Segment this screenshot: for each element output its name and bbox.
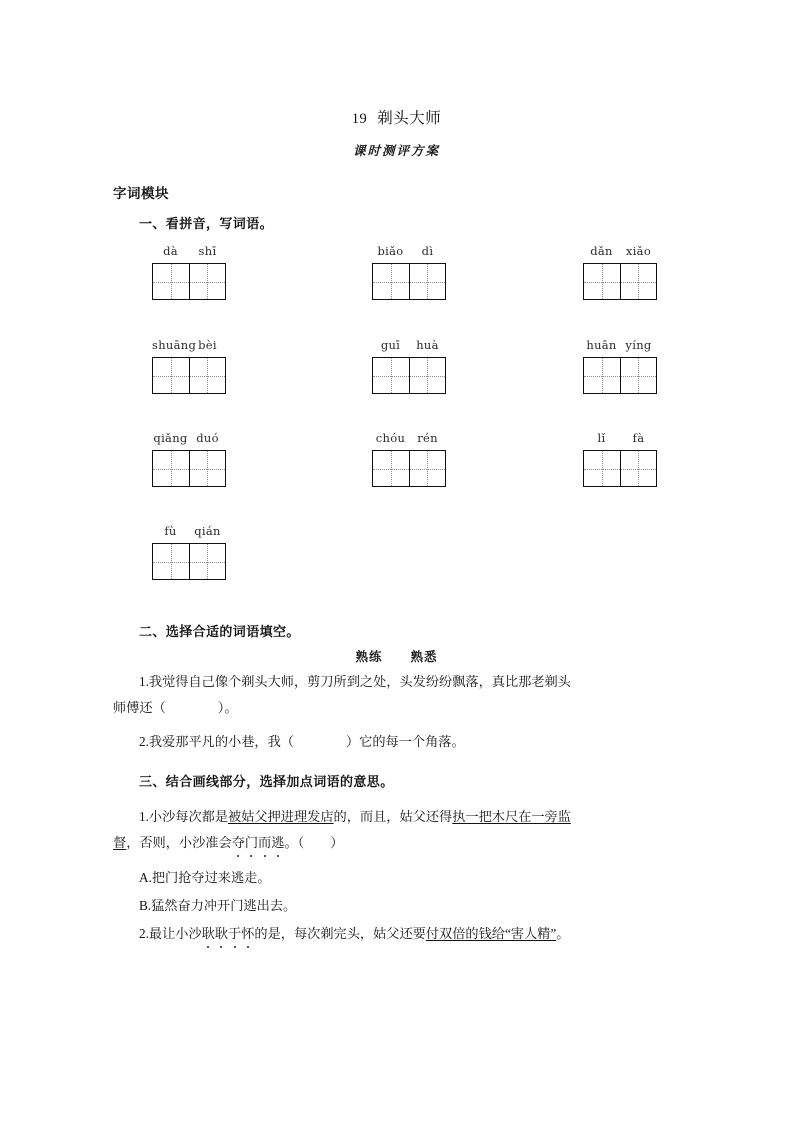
pinyin-label	[152, 523, 226, 538]
section-three-q2	[139, 925, 569, 942]
tianzige-cell[interactable]	[409, 451, 445, 486]
pinyin-grid-item	[152, 430, 226, 487]
q1-underline-one: 被姑父押进理发店	[228, 809, 334, 824]
tianzige-boxes[interactable]	[152, 450, 226, 487]
tianzige-cell[interactable]	[584, 264, 620, 299]
tianzige-boxes[interactable]	[583, 263, 657, 300]
tianzige-cell[interactable]	[189, 358, 225, 393]
page-subtitle: 课时测评方案	[352, 143, 440, 158]
word-bank	[0, 647, 793, 665]
pinyin-grid-item	[372, 243, 446, 300]
tianzige-cell[interactable]	[153, 358, 189, 393]
pinyin-syllable: chóu	[375, 431, 406, 445]
tianzige-cell[interactable]	[584, 358, 620, 393]
section-three-heading: 三、结合画线部分，选择加点词语的意思。	[139, 775, 394, 790]
pinyin-label	[152, 337, 226, 352]
pinyin-syllable: duó	[196, 431, 219, 445]
tianzige-cell[interactable]	[620, 264, 656, 299]
pinyin-grid-item	[152, 523, 226, 580]
pinyin-syllable: shuāng	[152, 338, 197, 352]
section-three-option-a[interactable]: A.把门抢夺过来逃走。	[139, 870, 271, 885]
pinyin-grid-item	[152, 337, 226, 394]
pinyin-label	[152, 243, 226, 258]
pinyin-syllable: lǐ	[597, 431, 606, 445]
tianzige-cell[interactable]	[153, 264, 189, 299]
pinyin-grid-item	[372, 337, 446, 394]
pinyin-syllable: dǎn	[590, 244, 613, 258]
pinyin-syllable: dì	[421, 244, 434, 258]
pinyin-grid-item	[152, 243, 226, 300]
tianzige-boxes[interactable]	[372, 263, 446, 300]
word-bank-option[interactable]: 熟悉	[410, 649, 438, 664]
tianzige-cell[interactable]	[189, 264, 225, 299]
tianzige-cell[interactable]	[153, 544, 189, 579]
q2-emphasis-text: 耿耿于怀	[201, 926, 255, 941]
lesson-number: 19	[351, 111, 368, 127]
q1-emphasis-phrase	[232, 835, 285, 850]
pinyin-syllable: dà	[163, 244, 178, 258]
pinyin-syllable: fù	[164, 524, 177, 538]
section-one-heading: 一、看拼音，写词语。	[139, 217, 274, 232]
q2-underline: 付双倍的钱给“害人精”	[425, 926, 557, 941]
section-two-q2	[139, 733, 465, 750]
pinyin-label	[152, 430, 226, 445]
q1-text-part: 1.小沙每次都是	[139, 809, 229, 824]
tianzige-cell[interactable]	[584, 451, 620, 486]
pinyin-label	[583, 243, 657, 258]
q2-emphasis-phrase	[202, 926, 255, 941]
tianzige-cell[interactable]	[373, 451, 409, 486]
pinyin-grid-item	[583, 430, 657, 487]
pinyin-syllable: fà	[632, 431, 645, 445]
pinyin-label	[372, 337, 446, 352]
pinyin-syllable: huà	[416, 338, 439, 352]
emphasis-dots	[232, 855, 285, 857]
tianzige-cell[interactable]	[620, 358, 656, 393]
pinyin-syllable: qián	[194, 524, 221, 538]
pinyin-syllable: rén	[417, 431, 438, 445]
pinyin-grid-item	[583, 243, 657, 300]
pinyin-syllable: huān	[586, 338, 617, 352]
section-three-option-b[interactable]: B.猛然奋力冲开门逃出去。	[139, 898, 297, 913]
pinyin-grid-item	[583, 337, 657, 394]
q1-underline-two: 执一把木尺在一旁监	[452, 809, 571, 824]
tianzige-boxes[interactable]	[583, 450, 657, 487]
q2-blank-prefix: 2.我爱那平凡的小巷，我（	[139, 734, 294, 749]
q2-text-part: 2.最让小沙	[139, 926, 202, 941]
pinyin-label	[583, 337, 657, 352]
tianzige-cell[interactable]	[189, 451, 225, 486]
q2-text-part: 。	[556, 926, 570, 941]
q1-emphasis-text: 夺门而逃	[231, 835, 285, 850]
module-title: 字词模块	[113, 186, 169, 202]
section-three-q1-line1	[139, 808, 571, 825]
pinyin-syllable: yíng	[625, 338, 652, 352]
pinyin-syllable: biǎo	[377, 244, 404, 258]
tianzige-cell[interactable]	[373, 264, 409, 299]
tianzige-cell[interactable]	[620, 451, 656, 486]
pinyin-label	[583, 430, 657, 445]
word-bank-option[interactable]: 熟练	[355, 649, 383, 664]
emphasis-dots	[202, 946, 255, 948]
q1-text-part: 的，而且，姑父还得	[333, 809, 453, 824]
tianzige-cell[interactable]	[409, 358, 445, 393]
tianzige-cell[interactable]	[373, 358, 409, 393]
pinyin-syllable: xiǎo	[625, 244, 652, 258]
tianzige-boxes[interactable]	[152, 263, 226, 300]
q1-text-part: 。（	[284, 835, 305, 850]
section-two-q1-line2	[113, 699, 238, 716]
section-two-q1-line1: 1.我觉得自己像个剃头大师，剪刀所到之处，头发纷纷飘落，真比那老剃头	[139, 674, 571, 689]
page-title	[0, 106, 793, 128]
pinyin-syllable: shī	[198, 244, 217, 258]
tianzige-boxes[interactable]	[152, 357, 226, 394]
q1-underline-two-cont: 督	[113, 835, 127, 850]
q1-blank-suffix: ）。	[217, 700, 238, 715]
tianzige-boxes[interactable]	[372, 450, 446, 487]
page-cut-edge	[0, 952, 793, 960]
pinyin-syllable: guī	[380, 338, 401, 352]
tianzige-cell[interactable]	[409, 264, 445, 299]
q1-text-part: ，否则，小沙准会	[126, 835, 232, 850]
q1-blank-prefix: 师傅还（	[113, 700, 166, 715]
q2-blank-suffix: ）它的每一个角落。	[345, 734, 465, 749]
pinyin-label	[372, 430, 446, 445]
section-three-q1-line2	[113, 834, 343, 851]
pinyin-label	[372, 243, 446, 258]
tianzige-boxes[interactable]	[583, 357, 657, 394]
tianzige-cell[interactable]	[153, 451, 189, 486]
q1-text-part: ）	[330, 835, 344, 850]
section-two-heading: 二、选择合适的词语填空。	[139, 625, 300, 640]
tianzige-boxes[interactable]	[152, 543, 226, 580]
pinyin-grid-item	[372, 430, 446, 487]
lesson-title: 剃头大师	[377, 110, 442, 127]
pinyin-syllable: bèi	[198, 338, 217, 352]
pinyin-syllable: qiǎng	[153, 431, 188, 445]
tianzige-boxes[interactable]	[372, 357, 446, 394]
q2-text-part: 的是，每次剃完头，姑父还要	[254, 926, 426, 941]
tianzige-cell[interactable]	[189, 544, 225, 579]
